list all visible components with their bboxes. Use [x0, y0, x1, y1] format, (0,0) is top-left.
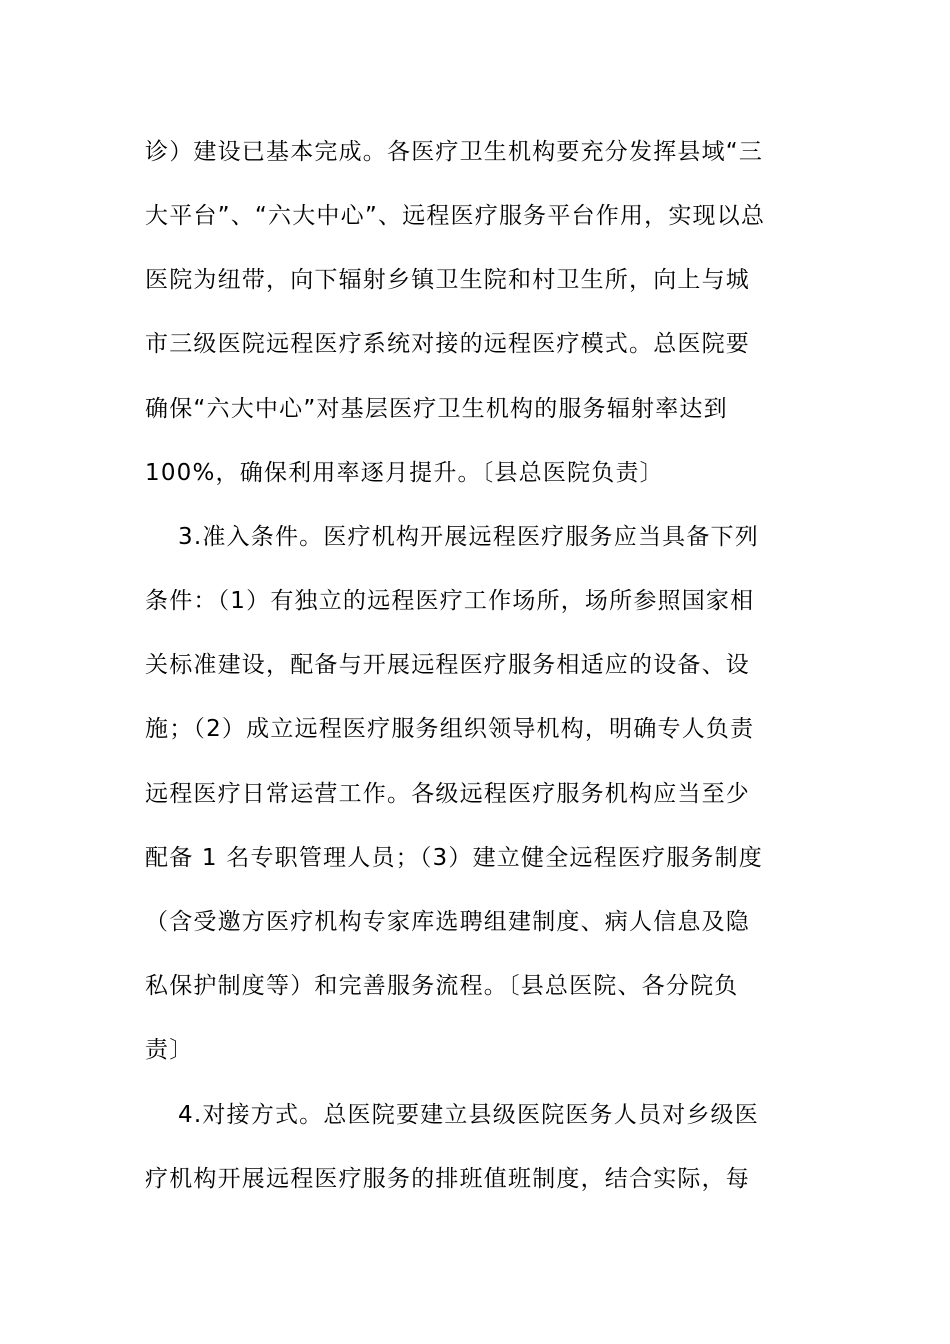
- text-line-10: 施；（2）成立远程医疗服务组织领导机构，明确专人负责: [145, 716, 755, 742]
- paragraph-4-first-line: 4.对接方式。总医院要建立县级医院医务人员对乡级医: [178, 1102, 759, 1128]
- text-line-9: 关标准建设，配备与开展远程医疗服务相适应的设备、设: [145, 652, 750, 678]
- text-line-11: 远程医疗日常运营工作。各级远程医疗服务机构应当至少: [145, 781, 750, 807]
- text-line-8: 条件：（1）有独立的远程医疗工作场所，场所参照国家相: [145, 588, 755, 614]
- text-line-15: 责〕: [145, 1037, 194, 1063]
- text-line-4: 市三级医院远程医疗系统对接的远程医疗模式。总医院要: [145, 331, 750, 357]
- text-line-17: 疗机构开展远程医疗服务的排班值班制度，结合实际，每: [145, 1166, 750, 1192]
- text-line-3: 医院为纽带，向下辐射乡镇卫生院和村卫生所，向上与城: [145, 267, 750, 293]
- text-line-6: 100%，确保利用率逐月提升。〔县总医院负责〕: [145, 460, 664, 486]
- text-line-13: （含受邀方医疗机构专家库选聘组建制度、病人信息及隐: [145, 909, 750, 935]
- text-line-2: 大平台”、“六大中心”、远程医疗服务平台作用，实现以总: [145, 203, 766, 229]
- paragraph-3-first-line: 3.准入条件。医疗机构开展远程医疗服务应当具备下列: [178, 524, 759, 550]
- text-line-1: 诊）建设已基本完成。各医疗卫生机构要充分发挥县域“三: [145, 139, 764, 165]
- text-line-12: 配备 1 名专职管理人员；（3）建立健全远程医疗服务制度: [145, 845, 763, 871]
- text-line-5: 确保“六大中心”对基层医疗卫生机构的服务辐射率达到: [145, 396, 728, 422]
- text-line-14: 私保护制度等）和完善服务流程。〔县总医院、各分院负: [145, 973, 739, 999]
